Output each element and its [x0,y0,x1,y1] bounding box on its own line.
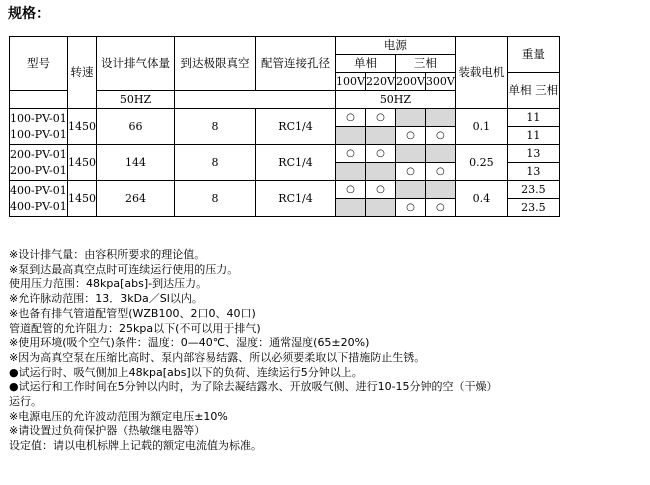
header-weight-sub: 单相 三相 [507,73,559,109]
port-cell: RC1/4 [256,109,336,145]
voltage-mark [395,145,425,163]
voltage-mark [395,109,425,127]
note-line: 使用压力范围：48kpa[abs]-到达压力。 [9,277,208,291]
displacement-cell: 144 [97,145,175,181]
header-blank [10,91,68,109]
header-displacement: 设计排气体量 [97,37,175,91]
model-name: 100-PV-01 [10,111,67,125]
port-cell: RC1/4 [256,181,336,217]
header-port: 配管连接孔径 [256,37,336,91]
header-model: 型号 [10,37,68,91]
model-name: 200-PV-01 [10,147,67,161]
spec-table [9,36,560,217]
model-cell [10,181,68,217]
note-line: ●试运行和工作时间在5分钟以内时，为了除去凝结露水、开放吸气侧、进行10-15分钟的空（干燥） [9,380,498,394]
table-row [10,181,560,199]
model-name: 100-PV-01 [10,127,67,141]
header-voltage-200: 200V [395,73,425,91]
header-weight: 重量 [507,37,559,73]
model-name: 200-PV-01 [10,163,67,177]
table-row [10,109,560,127]
model-cell [10,109,68,145]
voltage-mark [365,199,395,217]
note-line: ※因为高真空泵在压缩比高时、泵内部容易结露、所以必须要柔取以下措施防止生锈。 [9,350,426,364]
weight-cell: 13 [507,163,559,181]
voltage-mark: ○ [425,163,455,181]
voltage-mark [425,109,455,127]
speed-cell: 1450 [68,109,97,145]
note-line: ●试运行时、吸气侧加上48kpa[abs]以下的负荷、连续运行5分钟以上。 [9,365,363,379]
voltage-mark: ○ [395,199,425,217]
voltage-mark [425,145,455,163]
header-hz-displacement: 50HZ [97,91,175,109]
header-vacuum: 到达极限真空 [175,37,256,91]
header-speed: 转速 [68,37,97,109]
weight-cell: 11 [507,127,559,145]
voltage-mark: ○ [365,145,395,163]
vacuum-cell: 8 [175,109,256,145]
note-line: 运行。 [9,395,42,409]
voltage-mark [425,181,455,199]
header-voltage-300: 300V [425,73,455,91]
notes-section [9,248,645,454]
motor-cell: 0.1 [455,109,507,145]
header-voltage-100: 100V [336,73,366,91]
header-motor: 装载电机 [455,37,507,109]
voltage-mark [336,127,366,145]
weight-cell: 13 [507,145,559,163]
weight-cell: 23.5 [507,181,559,199]
note-line: ※请设置过负荷保护器（热敏继电器等） [9,424,206,438]
voltage-mark [336,199,366,217]
speed-cell: 1450 [68,181,97,217]
voltage-mark: ○ [365,109,395,127]
note-line: ※泵到达最高真空点时可连续运行使用的压力。 [9,262,239,276]
header-single-phase: 单相 [336,55,396,73]
note-line: ※允许脉动范围：13．3kDa／Sl以内。 [9,292,203,306]
displacement-cell: 66 [97,109,175,145]
voltage-mark: ○ [365,181,395,199]
port-cell: RC1/4 [256,145,336,181]
voltage-mark: ○ [425,127,455,145]
vacuum-cell: 8 [175,145,256,181]
header-hz-power: 50HZ [336,91,456,109]
model-name: 400-PV-01 [10,183,67,197]
weight-cell: 11 [507,109,559,127]
weight-cell: 23.5 [507,199,559,217]
voltage-mark: ○ [336,109,366,127]
voltage-mark: ○ [425,199,455,217]
voltage-mark [365,163,395,181]
voltage-mark: ○ [336,145,366,163]
voltage-mark: ○ [336,181,366,199]
voltage-mark [395,181,425,199]
note-line: ※电源电压的允许波动范围为额定电压±10% [9,409,228,423]
header-voltage-220: 220V [365,73,395,91]
note-line: ※使用环境(吸个空气)条件：温度：0—40℃、湿度：通常湿度(65±20%) [9,336,370,350]
voltage-mark [365,127,395,145]
header-three-phase: 三相 [395,55,455,73]
header-power: 电源 [336,37,456,55]
note-line: 管道配管的允许阻力：25kpa以下(不可以用于排气) [9,321,261,335]
model-name: 400-PV-01 [10,199,67,213]
note-line: ※也备有排气管道配管型(WZB100、2口0、40口) [9,306,256,320]
speed-cell: 1450 [68,145,97,181]
voltage-mark: ○ [395,127,425,145]
note-line: ※设计排气量：由容积所要求的理论值。 [9,248,206,261]
displacement-cell: 264 [97,181,175,217]
model-cell [10,145,68,181]
page-title: 规格： [8,6,50,22]
header-blank [175,91,336,109]
note-line: 设定值：请以电机标牌上记载的额定电流值为标准。 [9,439,262,453]
vacuum-cell: 8 [175,181,256,217]
motor-cell: 0.4 [455,181,507,217]
table-row [10,145,560,163]
motor-cell: 0.25 [455,145,507,181]
voltage-mark [336,163,366,181]
voltage-mark: ○ [395,163,425,181]
